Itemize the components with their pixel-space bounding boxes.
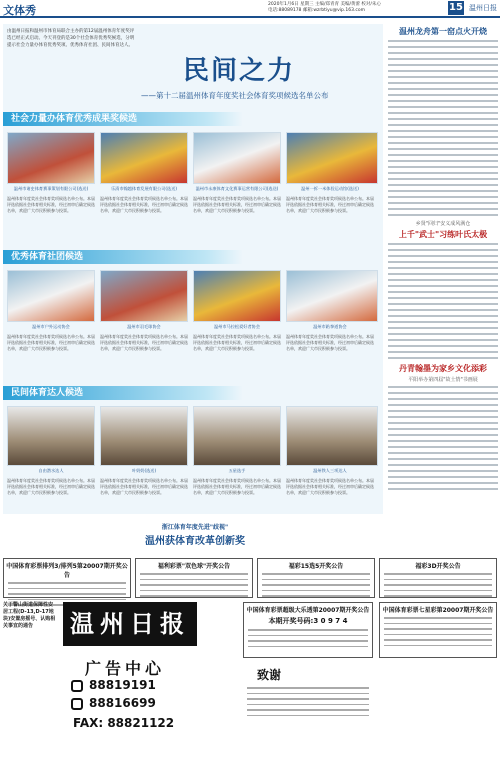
lottery-box-2 [135, 558, 253, 598]
body-text-4: 温州体育年度奖社会体育奖项候选名单公布。本届评选依据社会体育相关标准，经过初审后确定候选名单，欢迎广大市民积极参与投票。 [286, 196, 374, 213]
body-text-1: 温州体育年度奖社会体育奖项候选名单公布。本届评选依据社会体育相关标准，经过初审后确定候选名单，欢迎广大市民积极参与投票。 [7, 196, 95, 213]
right-kicker-2: 乡贤"回归"安义成风满仓 [415, 221, 471, 227]
header-meta-line2: 电话:88089178 邮箱:wzrbtiyu@vip.163.com [268, 8, 365, 13]
notice-title: 致谢 [257, 668, 282, 682]
lottery-title-2: 福利彩票"双色球"开奖公告 [157, 563, 231, 570]
caption-3-2: 叶奶奶(选送) [131, 468, 157, 473]
lottery-box-1 [3, 558, 131, 598]
right-subhead-3: 平阳举办第四届"故土情"书画展 [408, 377, 478, 383]
caption-1-2: 乐清市翰越体育发展有限公司(选送) [110, 186, 178, 191]
right-headline-1: 温州龙舟第一窑点火开烧 [399, 27, 487, 36]
notice-body [243, 684, 373, 720]
award-title: 温州获体育改革创新奖 [145, 536, 245, 547]
paper-logo: 温州日报 [63, 602, 197, 646]
page-header [0, 0, 500, 18]
caption-2-4: 温州市跆拳道协会 [313, 324, 347, 329]
feature-intro: 由温州日报和温州市体育局联合主办的第12届温州体育年度奖评选已经正式启动。今天刊登的是30个社会体育优秀奖候选，分明提示社会力量办体育优秀奖项、优秀体育社团、民间体育达人。 [7, 29, 135, 48]
body-text-10: 温州体育年度奖社会体育奖项候选名单公布。本届评选依据社会体育相关标准，经过初审后确定候选名单，欢迎广大市民积极参与投票。 [100, 478, 188, 495]
feature-title: 民间之力 [183, 56, 296, 86]
caption-2-3: 温州市马拉松爱好者协会 [213, 324, 261, 329]
photo-10 [100, 406, 188, 466]
lottery-box-3 [257, 558, 375, 598]
right-headline-3: 丹青翰墨为家乡文化添彩 [399, 364, 487, 373]
photo-4 [286, 132, 378, 184]
caption-1-1: 温州市诸史体育赛事策划有限公司(选送) [13, 186, 89, 191]
fax-number: FAX: 88821122 [73, 716, 175, 730]
lottery-title-5: 中国体育彩票超级大乐透第20007期开奖公告 [246, 607, 370, 614]
photo-9 [7, 406, 95, 466]
award-kicker: 浙江体育年度先进"歧视" [161, 524, 229, 531]
ad-center-label: 广告中心 [85, 659, 166, 678]
section-banner-3: 民间体育达人候选 [3, 386, 243, 400]
right-article-2 [388, 243, 498, 359]
section-title: 文体秀 [3, 4, 36, 17]
photo-6 [100, 270, 188, 322]
photo-1 [7, 132, 95, 184]
caption-1-4: 温州一拆一米体验运动馆(选送) [301, 186, 359, 191]
paper-name: 温州日报 [469, 4, 497, 12]
body-text-6: 温州体育年度奖社会体育奖项候选名单公布。本届评选依据社会体育相关标准，经过初审后确定候选名单，欢迎广大市民积极参与投票。 [100, 334, 188, 351]
photo-7 [193, 270, 281, 322]
photo-5 [7, 270, 95, 322]
lottery-box-5 [243, 602, 373, 658]
lottery-title-1: 中国体育彩票排列3/排列5第20007期开奖公告 [6, 563, 128, 579]
photo-2 [100, 132, 188, 184]
lottery-title-6: 中国体育彩票七星彩第20007期开奖公告 [382, 607, 494, 614]
tel-1: 88819191 [89, 678, 156, 692]
photo-11 [193, 406, 281, 466]
tel-2: 88816699 [89, 696, 156, 710]
right-article-1 [388, 40, 498, 216]
header-meta [268, 2, 381, 14]
caption-3-4: 温州铁人三项达人 [313, 468, 347, 473]
photo-8 [286, 270, 378, 322]
bottom-section [3, 518, 497, 762]
feature-subtitle: ——第十二届温州体育年度奖社会体育奖项候选名单公布 [141, 91, 329, 100]
caption-2-1: 温州市户外运动协会 [32, 324, 70, 329]
photo-12 [286, 406, 378, 466]
body-text-8: 温州体育年度奖社会体育奖项候选名单公布。本届评选依据社会体育相关标准，经过初审后确定候选名单，欢迎广大市民积极参与投票。 [286, 334, 374, 351]
caption-2-2: 温州市羽毛球协会 [127, 324, 161, 329]
right-article-3 [388, 386, 498, 490]
caption-3-1: 自由潜水达人 [38, 468, 64, 473]
caption-3-3: 五星选手 [228, 468, 246, 473]
left-notice: 关于警山街道保障性安居工程(D-13,D-17地块)安置房摇号、认购相关事宜的通告 [3, 602, 56, 629]
body-text-2: 温州体育年度奖社会体育奖项候选名单公布。本届评选依据社会体育相关标准，经过初审后确定候选名单，欢迎广大市民积极参与投票。 [100, 196, 188, 213]
body-text-3: 温州体育年度奖社会体育奖项候选名单公布。本届评选依据社会体育相关标准，经过初审后确定候选名单，欢迎广大市民积极参与投票。 [193, 196, 281, 213]
section-banner-1: 社会力量办体育优秀成果奖候选 [3, 112, 243, 126]
right-column [388, 24, 498, 494]
body-text-7: 温州体育年度奖社会体育奖项候选名单公布。本届评选依据社会体育相关标准，经过初审后确定候选名单，欢迎广大市民积极参与投票。 [193, 334, 281, 351]
body-text-11: 温州体育年度奖社会体育奖项候选名单公布。本届评选依据社会体育相关标准，经过初审后确定候选名单，欢迎广大市民积极参与投票。 [193, 478, 281, 495]
header-meta-line1: 2020年1月6日 星期三 主编/郑青青 美编/黄蕾 校对/朱心 [268, 2, 381, 7]
phone-icon [71, 680, 83, 692]
body-text-12: 温州体育年度奖社会体育奖项候选名单公布。本届评选依据社会体育相关标准，经过初审后确定候选名单，欢迎广大市民积极参与投票。 [286, 478, 374, 495]
right-headline-2: 上千"武士"习练叶氏太极 [398, 230, 488, 239]
page-number: 15 [449, 2, 463, 13]
body-text-9: 温州体育年度奖社会体育奖项候选名单公布。本届评选依据社会体育相关标准，经过初审后确定候选名单，欢迎广大市民积极参与投票。 [7, 478, 95, 495]
lottery-title-3: 福彩15选5开奖公告 [288, 563, 344, 570]
lottery-box-4 [379, 558, 497, 598]
feature-panel [3, 24, 383, 514]
body-text-5: 温州体育年度奖社会体育奖项候选名单公布。本届评选依据社会体育相关标准，经过初审后确定候选名单，欢迎广大市民积极参与投票。 [7, 334, 95, 351]
lotto-number: 本期开奖号码:3 0 9 7 4 [268, 617, 348, 625]
lottery-title-4: 福彩3D开奖公告 [415, 563, 461, 570]
phone-icon-2 [71, 698, 83, 710]
photo-3 [193, 132, 281, 184]
caption-1-3: 温州市永康体育文化赛事运营有限公司(选送) [195, 186, 279, 191]
section-banner-2: 优秀体育社团候选 [3, 250, 243, 264]
lottery-box-6 [379, 602, 497, 658]
